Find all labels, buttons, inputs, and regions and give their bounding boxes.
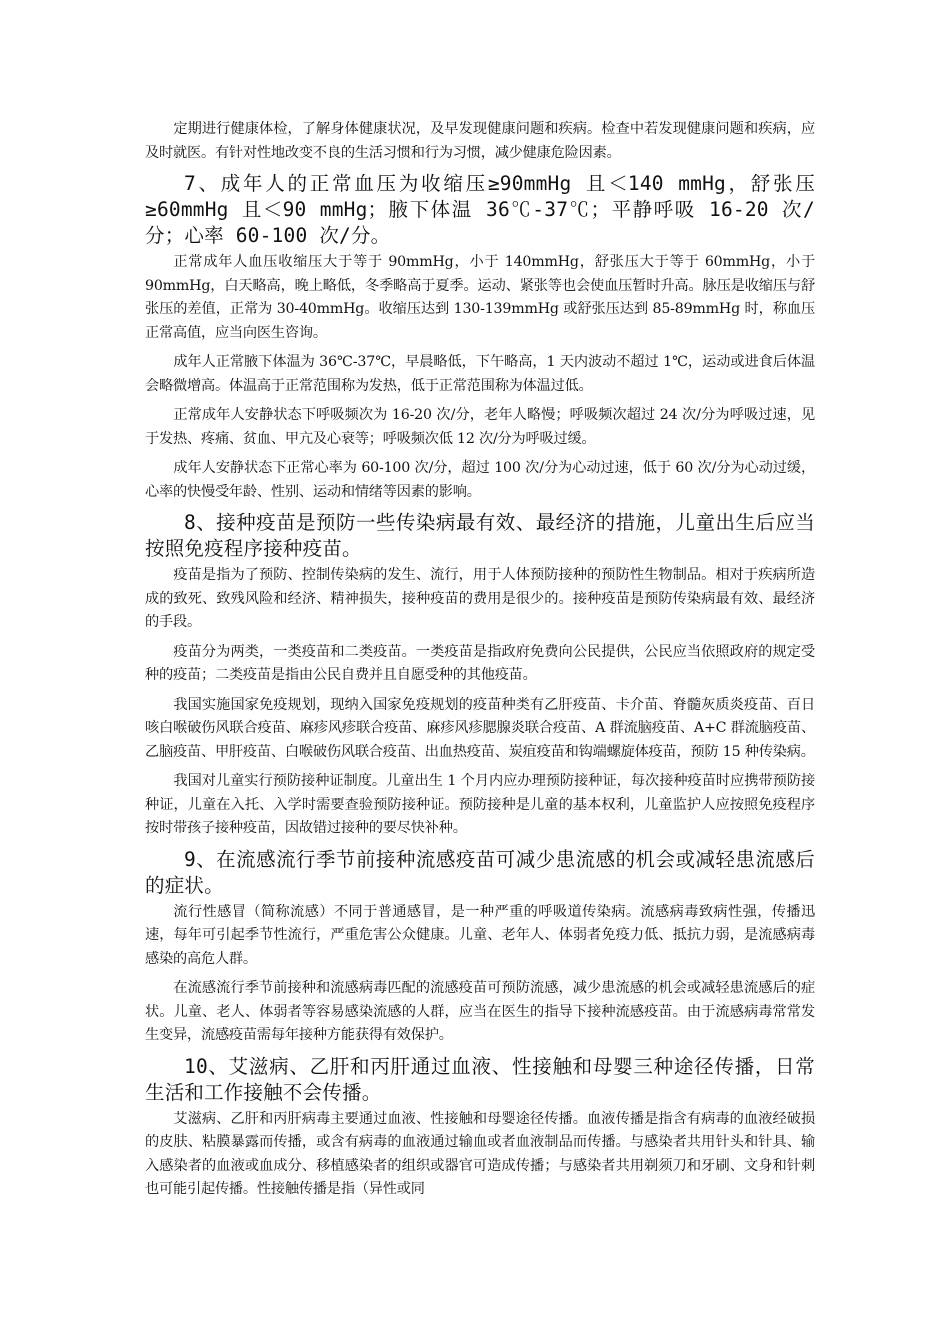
paragraph: 成年人安静状态下正常心率为 60-100 次/分，超过 100 次/分为心动过速，低于 60 次/分为心动过缓，心率的快慢受年龄、性别、运动和情绪等因素的影响。 xyxy=(145,460,815,500)
paragraph: 成年人正常腋下体温为 36℃-37℃，早晨略低，下午略高，1 天内波动不超过 1℃，运动或进食后体温会略微增高。体温高于正常范围称为发热，低于正常范围称为体温过低。 xyxy=(145,354,815,394)
paragraph: 我国对儿童实行预防接种证制度。儿童出生 1 个月内应办理预防接种证，每次接种疫苗时应携带预防接种证，儿童在入托、入学时需要查验预防接种证。预防接种是儿童的基本权利，儿童监护人应按照免疫程序按时带孩子接种疫苗，因故错过接种的要尽快补种。 xyxy=(145,773,815,836)
paragraph: 流行性感冒（简称流感）不同于普通感冒，是一种严重的呼吸道传染病。流感病毒致病性强，传播迅速，每年可引起季节性流行，严重危害公众健康。儿童、老年人、体弱者免疫力低、抵抗力弱，是流感病毒感染的高危人群。 xyxy=(145,903,815,967)
paragraph: 正常成年人安静状态下呼吸频次为 16-20 次/分，老年人略慢；呼吸频次超过 24 次/分为呼吸过速，见于发热、疼痛、贫血、甲亢及心衰等；呼吸频次低 12 次/分为呼吸过缓。 xyxy=(145,407,815,447)
paragraph: 疫苗是指为了预防、控制传染病的发生、流行，用于人体预防接种的预防性生物制品。相对于疾病所造成的致死、致残风险和经济、精神损失，接种疫苗的费用是很少的。接种疫苗是预防传染病最有效、最经济的手段。 xyxy=(145,567,815,630)
section-heading-7: 7、成年人的正常血压为收缩压≥90mmHg 且＜140 mmHg，舒张压≥60mmHg 且＜90 mmHg；腋下体温 36℃-37℃；平静呼吸 16-20 次/分；心率 60-100 次/分。 xyxy=(145,172,815,247)
section-heading-10: 10、艾滋病、乙肝和丙肝通过血液、性接触和母婴三种途径传播，日常生活和工作接触不会传播。 xyxy=(145,1054,815,1104)
paragraph: 我国实施国家免疫规划，现纳入国家免疫规划的疫苗种类有乙肝疫苗、卡介苗、脊髓灰质炎疫苗、百日咳白喉破伤风联合疫苗、麻疹风疹联合疫苗、麻疹风疹腮腺炎联合疫苗、A 群流脑疫苗、A+C 群流脑疫苗、乙脑疫苗、甲肝疫苗、白喉破伤风联合疫苗、出血热疫苗、炭疽疫苗和钩端螺旋体疫苗，预防 15 种传染病。 xyxy=(145,696,815,760)
paragraph: 定期进行健康体检，了解身体健康状况，及早发现健康问题和疾病。检查中若发现健康问题和疾病，应及时就医。有针对性地改变不良的生活习惯和行为习惯，减少健康危险因素。 xyxy=(145,121,815,161)
paragraph: 艾滋病、乙肝和丙肝病毒主要通过血液、性接触和母婴途径传播。血液传播是指含有病毒的血液经破损的皮肤、粘膜暴露而传播，或含有病毒的血液通过输血或者血液制品而传播。与感染者共用针头和针具、输入感染者的血液或血成分、移植感染者的组织或器官可造成传播；与感染者共用剃须刀和牙刷、文身和针刺也可能引起传播。性接触传播是指（异性或同 xyxy=(145,1110,815,1197)
section-heading-8: 8、接种疫苗是预防一些传染病最有效、最经济的措施，儿童出生后应当按照免疫程序接种疫苗。 xyxy=(145,511,815,560)
paragraph: 疫苗分为两类，一类疫苗和二类疫苗。一类疫苗是指政府免费向公民提供，公民应当依照政府的规定受种的疫苗；二类疫苗是指由公民自费并且自愿受种的其他疫苗。 xyxy=(145,643,815,683)
section-heading-9: 9、在流感流行季节前接种流感疫苗可减少患流感的机会或减轻患流感后的症状。 xyxy=(145,847,815,897)
document-page xyxy=(145,118,815,1208)
paragraph: 在流感流行季节前接种和流感病毒匹配的流感疫苗可预防流感，减少患流感的机会或减轻患流感后的症状。儿童、老人、体弱者等容易感染流感的人群，应当在医生的指导下接种流感疫苗。由于流感病毒常常发生变异，流感疫苗需每年接种方能获得有效保护。 xyxy=(145,980,815,1043)
paragraph: 正常成年人血压收缩压大于等于 90mmHg，小于 140mmHg，舒张压大于等于 60mmHg，小于 90mmHg，白天略高，晚上略低，冬季略高于夏季。运动、紧张等也会使血压暂时升高。脉压是收缩压与舒张压的差值，正常为 30-40mmHg。收缩压达到 130-139mmHg 或舒张压达到 85-89mmHg 时，称血压正常高值，应当向医生咨询。 xyxy=(145,254,815,341)
